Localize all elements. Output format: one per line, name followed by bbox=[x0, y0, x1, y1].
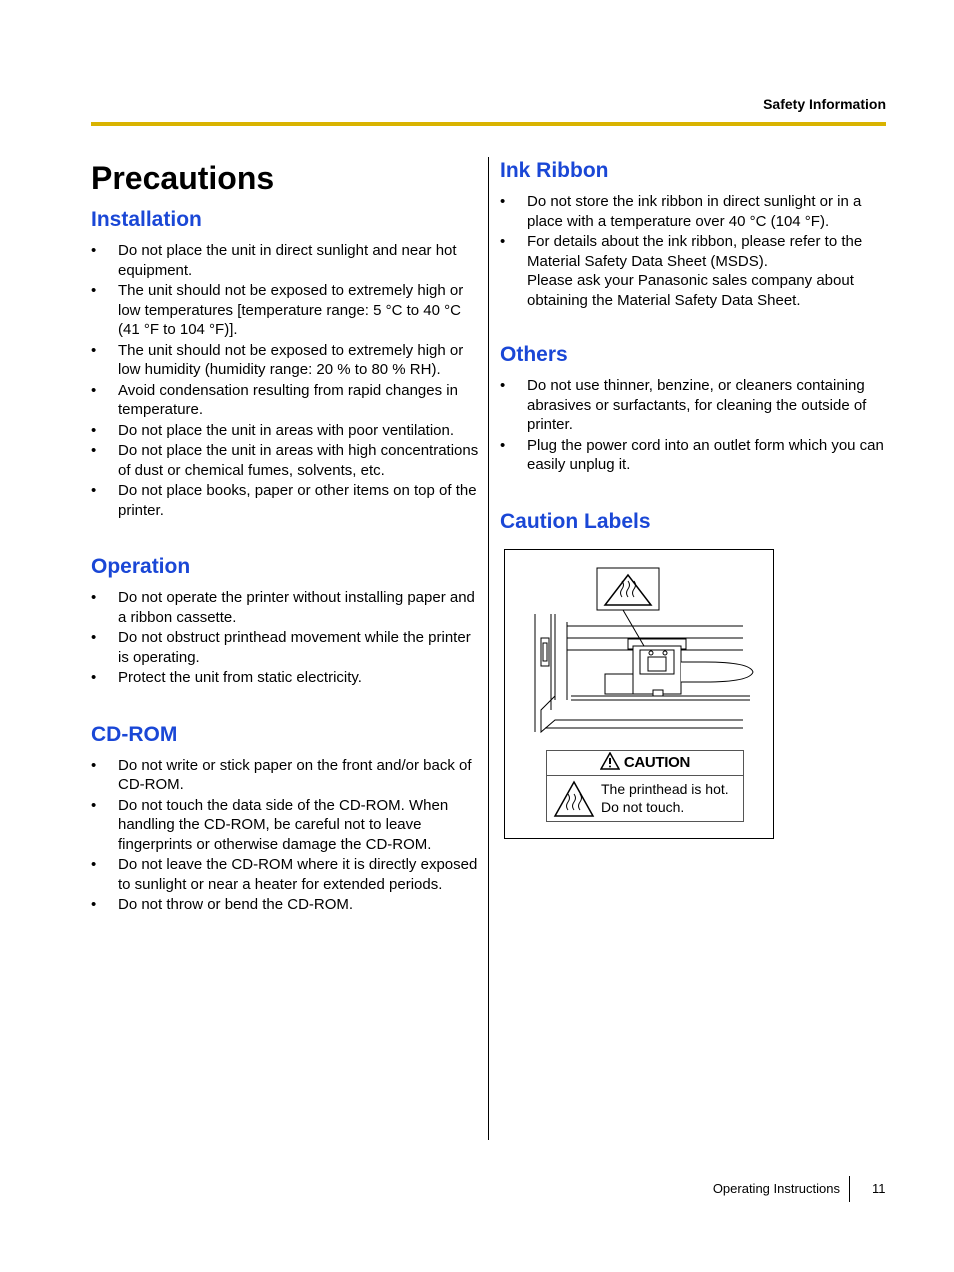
bullet: • bbox=[91, 756, 97, 774]
ink-ribbon-section bbox=[500, 158, 888, 310]
caution-labels-heading: Caution Labels bbox=[500, 509, 651, 533]
list-item: • Do not place the unit in direct sunlight and near hot equipment. bbox=[91, 242, 457, 279]
list-item: • Plug the power cord into an outlet form which you can easily unplug it. bbox=[500, 436, 884, 473]
caution-label-line2: Do not touch. bbox=[601, 798, 685, 815]
hot-surface-warning-icon bbox=[553, 780, 595, 818]
ink-ribbon-heading: Ink Ribbon bbox=[500, 159, 609, 182]
others-list bbox=[500, 376, 888, 475]
list-item: • Do not operate the printer without installing paper and a ribbon cassette. bbox=[91, 589, 475, 626]
list-item: • Do not throw or bend the CD-ROM. bbox=[91, 896, 354, 913]
list-item: • For details about the ink ribbon, please refer to the Material Safety Data Sheet (MSDS). Please ask your Panasonic sales company about obtaining the Material Safety Data Sheet. bbox=[500, 233, 863, 309]
installation-section bbox=[91, 207, 479, 520]
installation-list bbox=[91, 241, 479, 520]
list-item: • Do not obstruct printhead movement while the printer is operating. bbox=[91, 629, 471, 666]
right-column bbox=[500, 155, 888, 839]
list-item: • The unit should not be exposed to extremely high or low temperatures [temperature range: 5 °C to 40 °C (41 °F to 104 °F)]. bbox=[91, 282, 464, 338]
bullet: • bbox=[500, 377, 506, 394]
bullet: • bbox=[500, 436, 506, 454]
caution-label-header bbox=[547, 751, 743, 776]
bullet: • bbox=[91, 629, 97, 646]
list-item: • Protect the unit from static electricity. bbox=[91, 669, 362, 686]
left-column bbox=[91, 155, 479, 949]
warning-triangle-icon bbox=[600, 752, 620, 770]
caution-labels-section bbox=[500, 509, 888, 839]
bullet: • bbox=[91, 669, 97, 686]
list-item: • The unit should not be exposed to extremely high or low humidity (humidity range: 20 % to 80 % RH). bbox=[91, 341, 464, 378]
list-item: • Do not store the ink ribbon in direct sunlight or in a place with a temperature over 40 °C (104 °F). bbox=[500, 193, 862, 230]
installation-heading: Installation bbox=[91, 208, 202, 231]
column-divider bbox=[488, 157, 489, 1140]
list-item: • Do not leave the CD-ROM where it is directly exposed to sunlight or near a heater for extended periods. bbox=[91, 856, 478, 893]
cdrom-heading: CD-ROM bbox=[91, 722, 178, 746]
footer-divider bbox=[849, 1176, 850, 1202]
list-item: • Do not place the unit in areas with poor ventilation. bbox=[91, 421, 455, 439]
cdrom-list bbox=[91, 756, 479, 915]
bullet: • bbox=[91, 282, 97, 299]
header-rule bbox=[91, 122, 886, 126]
ink-ribbon-list bbox=[500, 192, 888, 310]
bullet: • bbox=[91, 381, 97, 399]
list-item: • Do not use thinner, benzine, or cleaners containing abrasives or surfactants, for cleaning the outside of printer. bbox=[500, 377, 867, 433]
cdrom-section bbox=[91, 722, 479, 915]
bullet: • bbox=[91, 589, 97, 606]
bullet: • bbox=[91, 442, 97, 459]
others-heading: Others bbox=[500, 343, 568, 366]
caution-label-text bbox=[601, 780, 729, 816]
list-item: • Do not touch the data side of the CD-ROM. When handling the CD-ROM, be careful not to leave fingerprints or otherwise damage the CD-ROM. bbox=[91, 796, 449, 853]
operation-list bbox=[91, 588, 479, 688]
list-item: • Do not place books, paper or other items on top of the printer. bbox=[91, 482, 477, 519]
bullet: • bbox=[91, 341, 97, 359]
footer-doc-name: Operating Instructions bbox=[712, 1181, 840, 1196]
bullet: • bbox=[91, 242, 97, 259]
caution-label-title: CAUTION bbox=[623, 753, 691, 771]
others-section bbox=[500, 342, 888, 475]
bullet: • bbox=[91, 856, 97, 873]
list-item: • Do not write or stick paper on the front and/or back of CD-ROM. bbox=[91, 756, 472, 793]
bullet: • bbox=[91, 421, 97, 439]
caution-label-line1: The printhead is hot. bbox=[601, 780, 729, 797]
hot-surface-icon bbox=[597, 568, 659, 610]
caution-label-body bbox=[547, 776, 743, 821]
header-section-label: Safety Information bbox=[763, 96, 886, 112]
caution-label bbox=[546, 750, 744, 822]
bullet: • bbox=[500, 233, 506, 250]
operation-heading: Operation bbox=[91, 555, 191, 578]
list-item: • Avoid condensation resulting from rapid changes in temperature. bbox=[91, 381, 458, 418]
page-number: 11 bbox=[872, 1181, 886, 1196]
bullet: • bbox=[91, 896, 97, 913]
page-title: Precautions bbox=[91, 160, 275, 196]
bullet: • bbox=[91, 482, 97, 499]
caution-label-figure bbox=[504, 549, 774, 839]
printhead-carriage bbox=[605, 646, 753, 696]
bullet: • bbox=[91, 796, 97, 814]
list-item: • Do not place the unit in areas with high concentrations of dust or chemical fumes, solvents, etc. bbox=[91, 442, 479, 479]
bullet: • bbox=[500, 193, 506, 210]
operation-section bbox=[91, 554, 479, 688]
